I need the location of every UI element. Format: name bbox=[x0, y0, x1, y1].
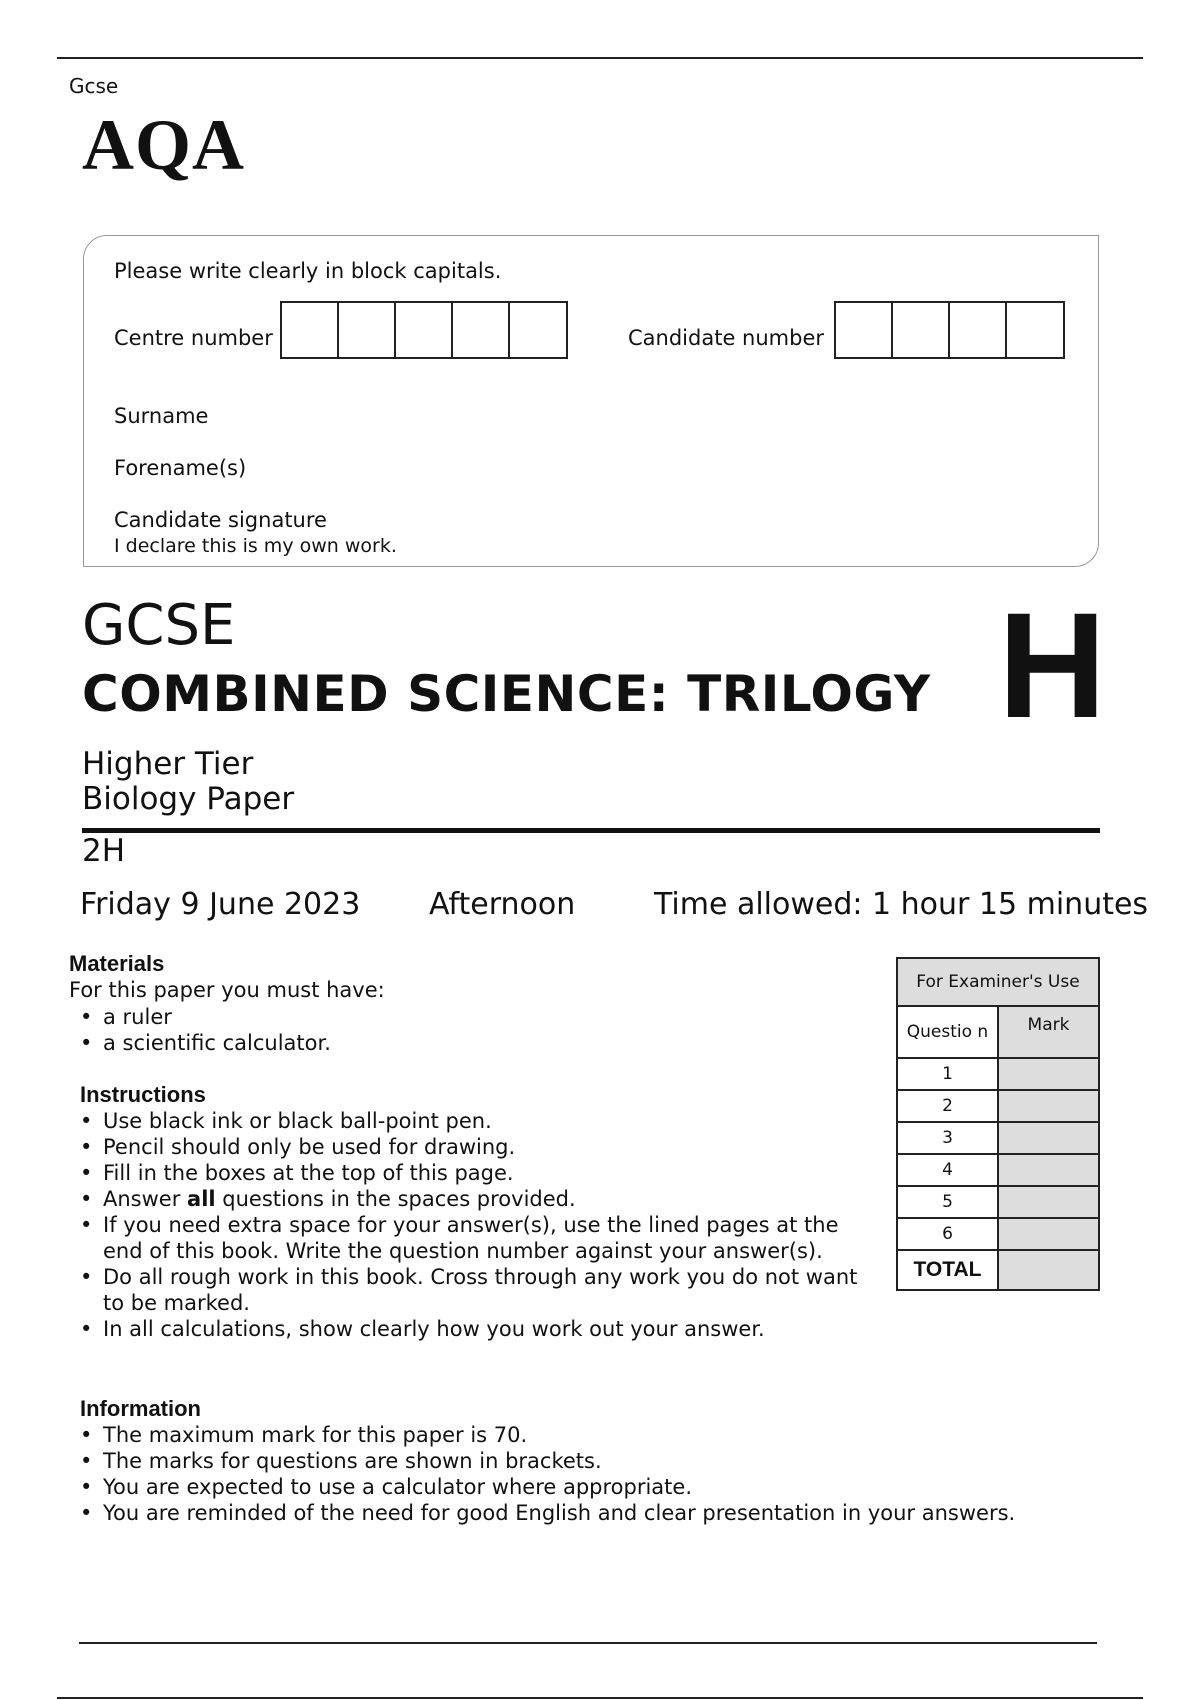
instructions-title: Instructions bbox=[80, 1082, 206, 1107]
total-row bbox=[897, 1250, 1099, 1290]
signature-label: Candidate signature bbox=[114, 508, 327, 532]
mark-cell[interactable] bbox=[998, 1090, 1099, 1122]
information-title: Information bbox=[80, 1396, 201, 1421]
title-rule bbox=[82, 828, 1100, 833]
list-item: • If you need extra space for your answer(s), use the lined pages at the end of this book. Write the question number against your answer(s). bbox=[80, 1212, 860, 1264]
mark-cell[interactable] bbox=[998, 1122, 1099, 1154]
list-item: • Use black ink or black ball-point pen. bbox=[80, 1108, 860, 1134]
table-row bbox=[897, 1186, 1099, 1218]
candidate-number-label: Candidate number bbox=[628, 326, 824, 350]
small-title: Gcse bbox=[69, 74, 119, 98]
list-item: • Pencil should only be used for drawing. bbox=[80, 1134, 860, 1160]
question-number: 4 bbox=[897, 1154, 998, 1186]
list-item: • Fill in the boxes at the top of this page. bbox=[80, 1160, 860, 1186]
list-item: • a ruler bbox=[80, 1004, 840, 1030]
list-item: • You are expected to use a calculator where appropriate. bbox=[80, 1474, 1140, 1500]
mark-cell[interactable] bbox=[998, 1058, 1099, 1090]
exam-session: Afternoon bbox=[429, 887, 576, 922]
list-item: • You are reminded of the need for good English and clear presentation in your answers. bbox=[80, 1500, 1140, 1526]
candidate-number-input[interactable] bbox=[834, 301, 1065, 359]
instructions-list bbox=[80, 1108, 860, 1342]
top-rule bbox=[57, 57, 1143, 59]
block-capitals-instruction: Please write clearly in block capitals. bbox=[114, 259, 502, 283]
centre-number-label: Centre number bbox=[114, 326, 273, 350]
answer-emphasis: all bbox=[187, 1187, 216, 1211]
answer-suffix: questions in the spaces provided. bbox=[215, 1187, 576, 1211]
paper-code: 2H bbox=[82, 833, 126, 869]
question-number: 5 bbox=[897, 1186, 998, 1218]
question-number: 1 bbox=[897, 1058, 998, 1090]
list-item: • Do all rough work in this book. Cross through any work you do not want to be marked. bbox=[80, 1264, 860, 1316]
question-number: 3 bbox=[897, 1122, 998, 1154]
forenames-label: Forename(s) bbox=[114, 456, 247, 480]
centre-number-input[interactable] bbox=[280, 301, 568, 359]
list-item bbox=[80, 1186, 860, 1212]
mark-cell[interactable] bbox=[998, 1186, 1099, 1218]
qualification-title: GCSE bbox=[82, 593, 236, 658]
subject-title: COMBINED SCIENCE: TRILOGY bbox=[82, 665, 931, 723]
list-item: • a scientific calculator. bbox=[80, 1030, 840, 1056]
paper-name: Biology Paper bbox=[82, 781, 295, 817]
table-row bbox=[897, 1122, 1099, 1154]
declaration-text: I declare this is my own work. bbox=[114, 535, 397, 557]
question-number: 6 bbox=[897, 1218, 998, 1250]
list-item: • In all calculations, show clearly how you work out your answer. bbox=[80, 1316, 860, 1342]
list-item: • The maximum mark for this paper is 70. bbox=[80, 1422, 1140, 1448]
mark-column-header: Mark bbox=[998, 1006, 1099, 1058]
mark-cell[interactable] bbox=[998, 1218, 1099, 1250]
tier-letter: H bbox=[998, 581, 1107, 749]
table-row bbox=[897, 1058, 1099, 1090]
total-mark-cell[interactable] bbox=[998, 1250, 1099, 1290]
question-number: 2 bbox=[897, 1090, 998, 1122]
bottom-rule-upper bbox=[79, 1642, 1097, 1644]
examiner-table-title: For Examiner's Use bbox=[897, 958, 1099, 1006]
materials-title: Materials bbox=[69, 951, 165, 976]
materials-list bbox=[80, 1004, 840, 1056]
examiner-use-table bbox=[896, 957, 1100, 1291]
surname-label: Surname bbox=[114, 404, 209, 428]
table-row bbox=[897, 1154, 1099, 1186]
total-label: TOTAL bbox=[897, 1250, 998, 1290]
table-row bbox=[897, 1090, 1099, 1122]
exam-date: Friday 9 June 2023 bbox=[80, 887, 361, 922]
question-column-header: Questio n bbox=[897, 1006, 998, 1058]
materials-intro: For this paper you must have: bbox=[69, 978, 385, 1002]
information-list bbox=[80, 1422, 1140, 1526]
aqa-logo: AQA bbox=[82, 105, 245, 185]
answer-prefix: Answer bbox=[103, 1187, 188, 1211]
list-item: • The marks for questions are shown in brackets. bbox=[80, 1448, 1140, 1474]
time-allowed: Time allowed: 1 hour 15 minutes bbox=[654, 887, 1149, 922]
tier-name: Higher Tier bbox=[82, 746, 254, 782]
bottom-rule-lower bbox=[57, 1697, 1143, 1699]
table-row bbox=[897, 1218, 1099, 1250]
mark-cell[interactable] bbox=[998, 1154, 1099, 1186]
